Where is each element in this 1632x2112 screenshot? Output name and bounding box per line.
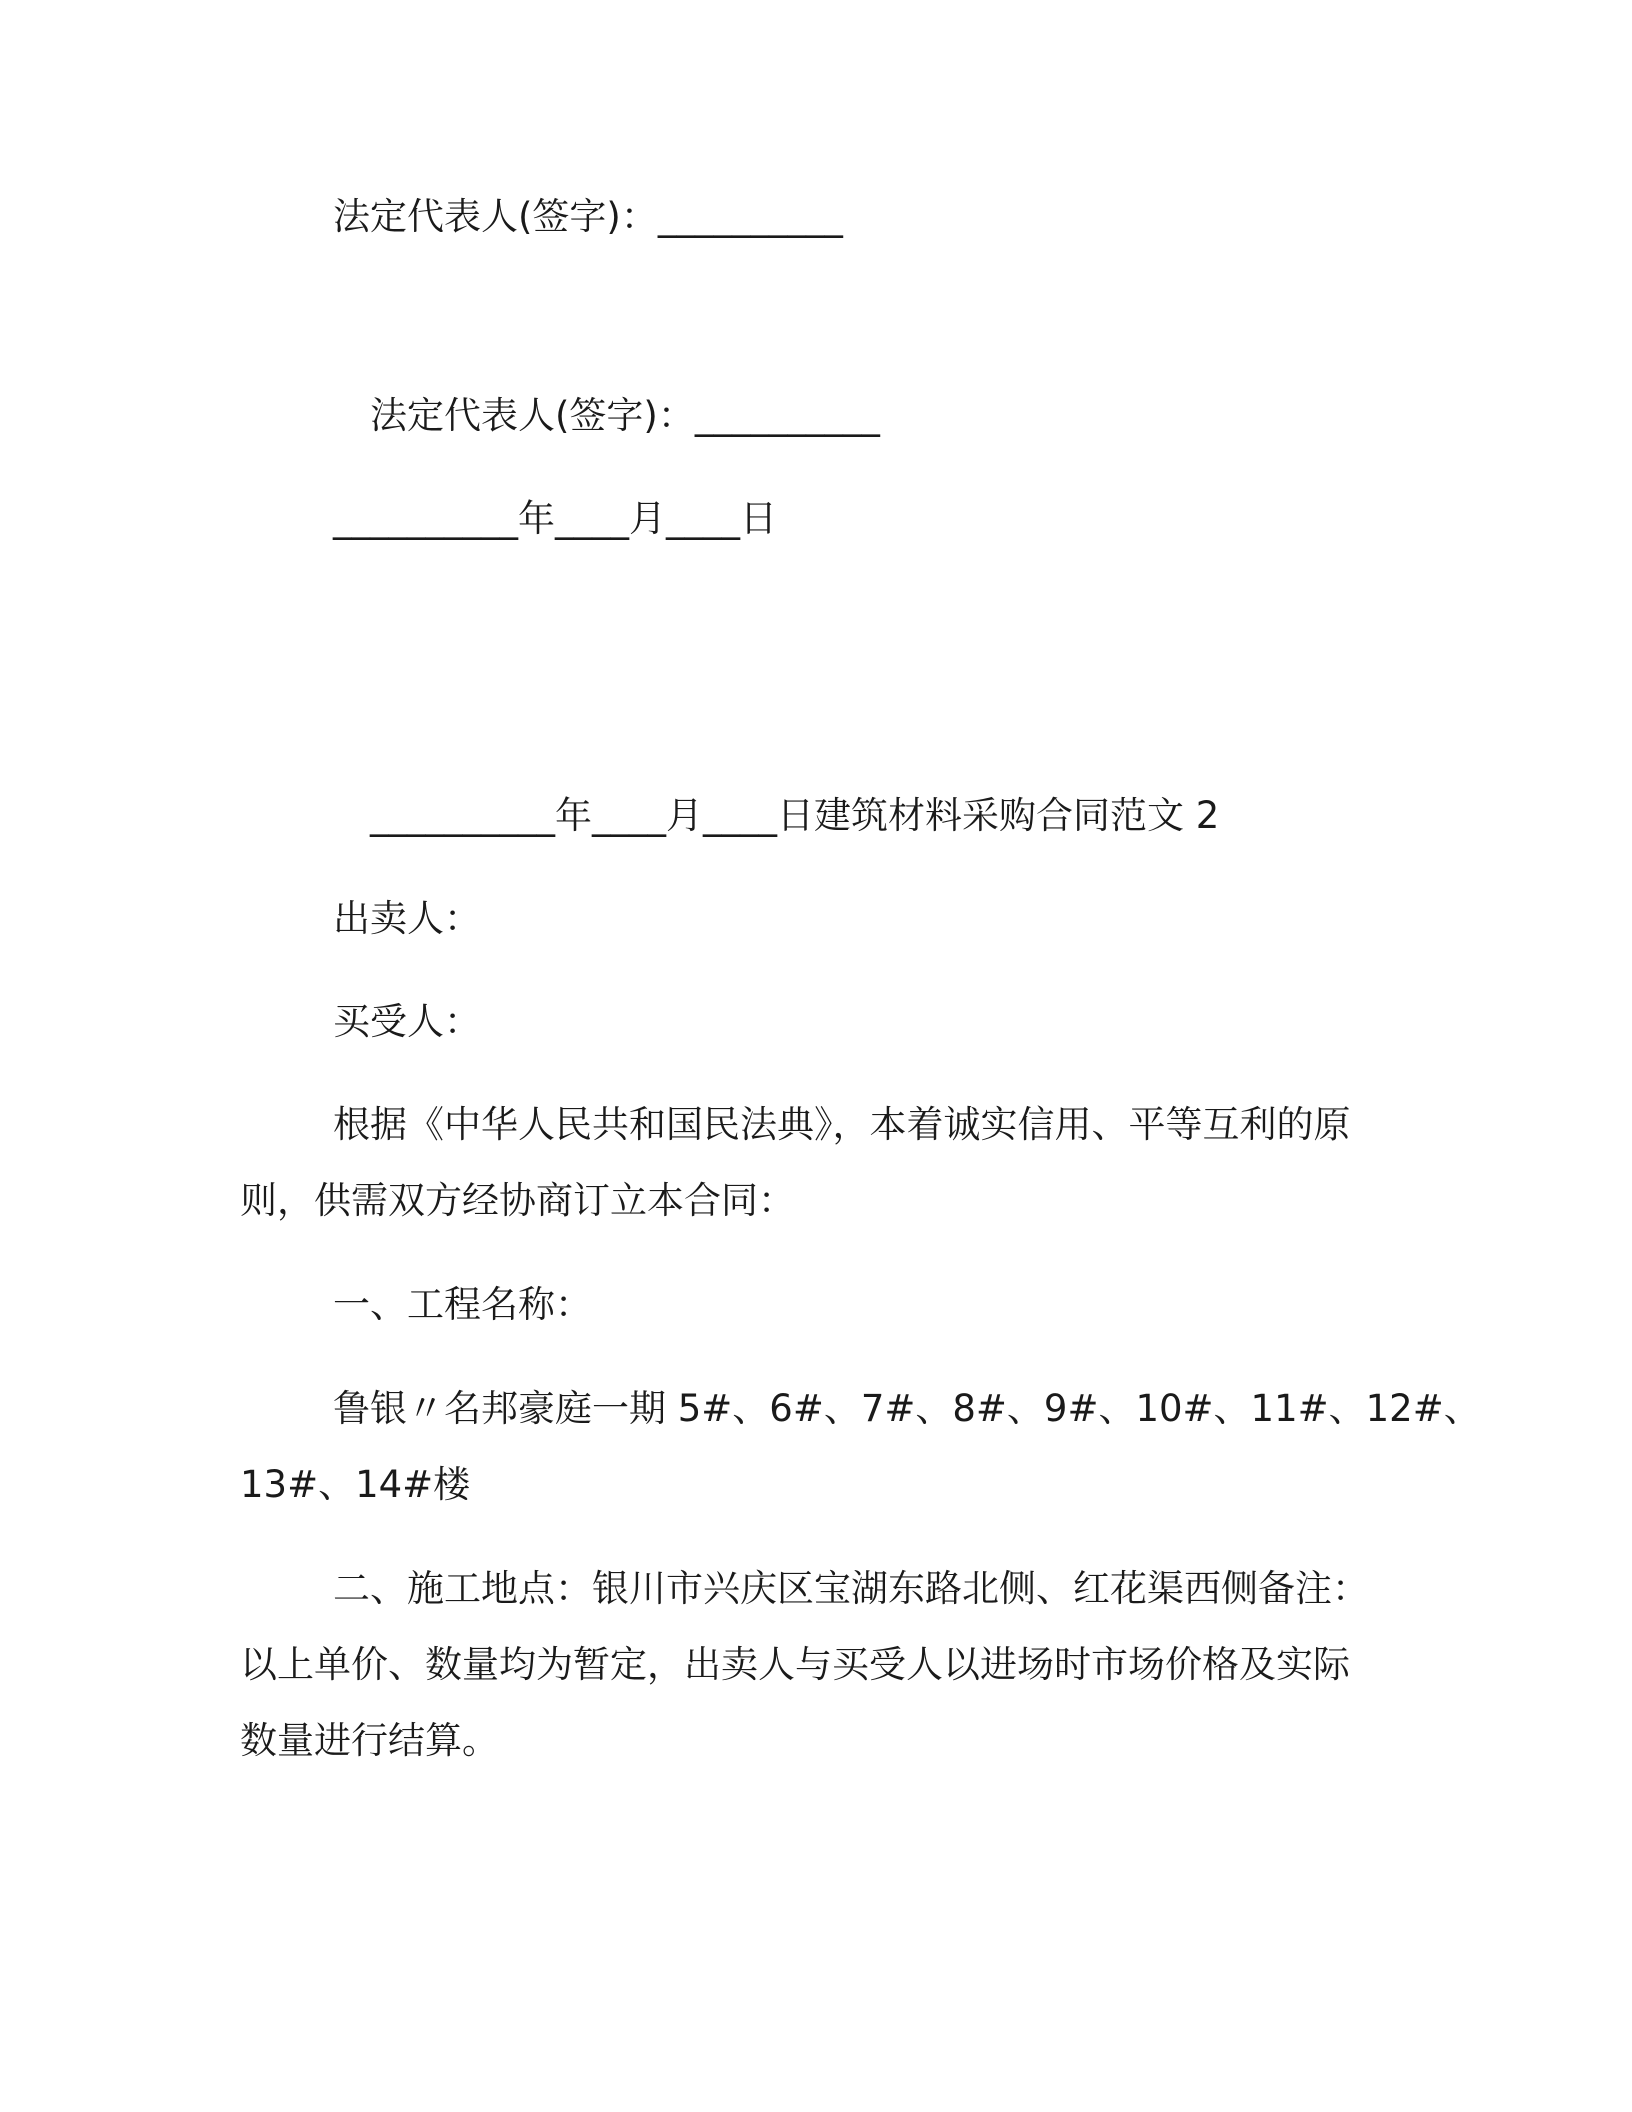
- date-line: __________年____月____日: [333, 497, 777, 540]
- section2-line-3: 数量进行结算。: [240, 1719, 499, 1762]
- section2-line-1: 二、施工地点：银川市兴庆区宝湖东路北侧、红花渠西侧备注：: [333, 1567, 1369, 1610]
- contract-heading: __________年____月____日建筑材料采购合同范文 2: [370, 794, 1220, 837]
- signature-line-2: 法定代表人(签字)：__________: [370, 394, 880, 437]
- signature-line-1: 法定代表人(签字)：__________: [333, 195, 843, 238]
- intro-line-1: 根据《中华人民共和国民法典》，本着诚实信用、平等互利的原: [333, 1103, 1351, 1146]
- buyer-label: 买受人：: [333, 1000, 481, 1043]
- section1-title: 一、工程名称：: [333, 1283, 592, 1326]
- project-line-2: 13#、14#楼: [240, 1463, 471, 1506]
- project-line-1: 鲁银〃名邦豪庭一期 5#、6#、7#、8#、9#、10#、11#、12#、: [333, 1387, 1481, 1430]
- seller-label: 出卖人：: [333, 897, 481, 940]
- intro-line-2: 则，供需双方经协商订立本合同：: [240, 1179, 795, 1222]
- section2-line-2: 以上单价、数量均为暂定，出卖人与买受人以进场时市场价格及实际: [240, 1643, 1350, 1686]
